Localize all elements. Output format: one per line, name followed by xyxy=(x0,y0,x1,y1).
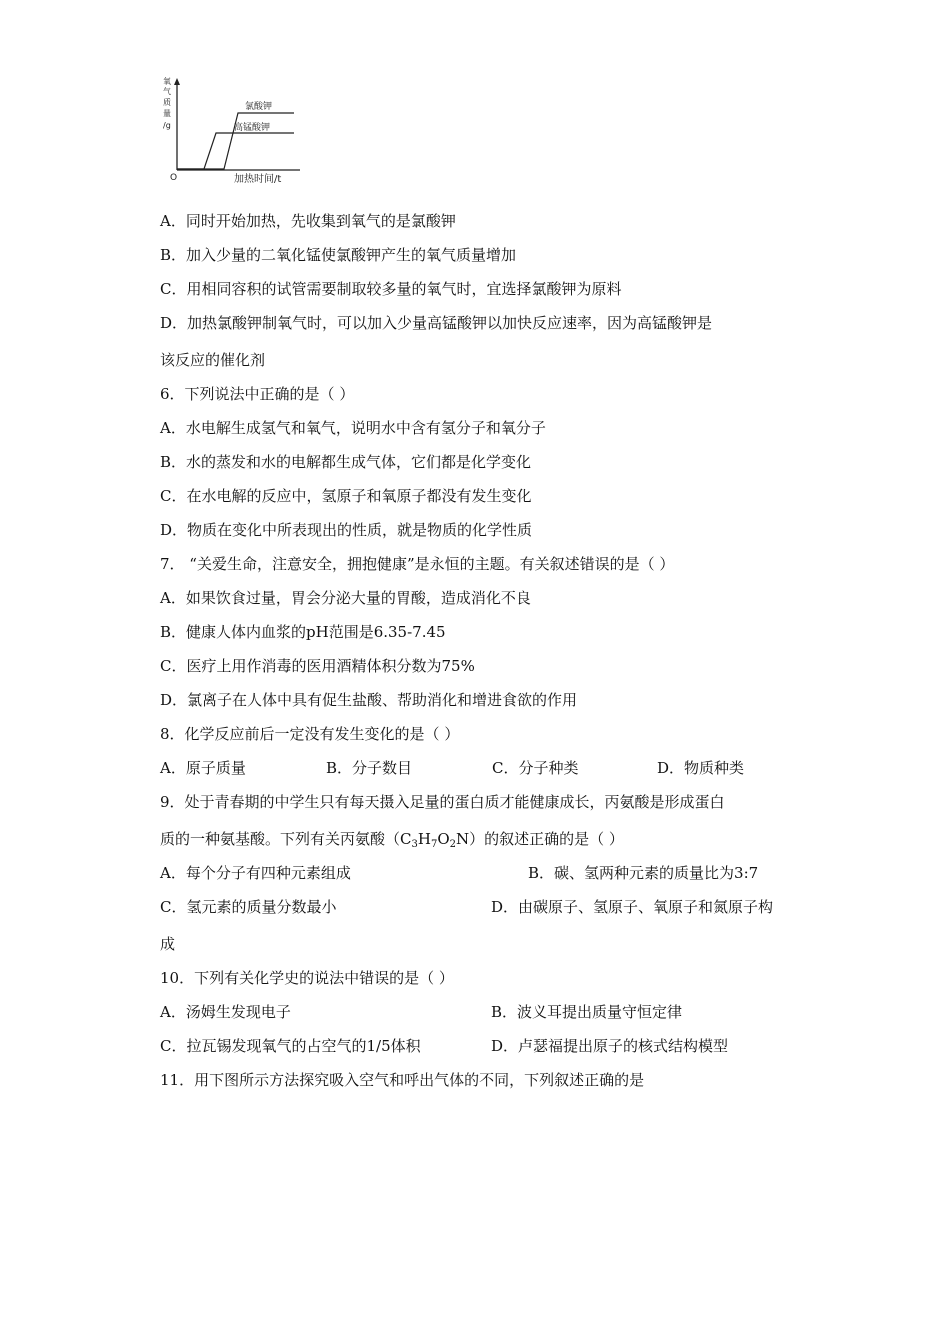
q6-option-d: D．物质在变化中所表现出的性质，就是物质的化学性质 xyxy=(160,521,533,539)
y-label-5: /g xyxy=(163,121,171,130)
formula-sub-c: 3 xyxy=(411,839,418,850)
q10-options-row2 xyxy=(160,1036,800,1056)
q5-option-d-line1: D．加热氯酸钾制氧气时，可以加入少量高锰酸钾以加快反应速率，因为高锰酸钾是 xyxy=(160,314,713,332)
q11-stem: 11．用下图所示方法探究吸入空气和呼出气体的不同，下列叙述正确的是 xyxy=(160,1071,645,1089)
q5-option-c: C．用相同容积的试管需要制取较多量的氧气时，宜选择氯酸钾为原料 xyxy=(160,280,622,298)
q10-option-d: D．卢瑟福提出原子的核式结构模型 xyxy=(491,1037,729,1055)
formula-sub-o: 2 xyxy=(449,839,457,850)
q10-option-b: B．波义耳提出质量守恒定律 xyxy=(491,1003,683,1021)
q7-option-b: B．健康人体内血浆的pH范围是6.35-7.45 xyxy=(160,623,446,641)
q9-option-d-line1: D．由碳原子、氢原子、氧原子和氮原子构 xyxy=(491,898,774,916)
q6-option-c: C．在水电解的反应中，氢原子和氧原子都没有发生变化 xyxy=(160,487,532,505)
formula-sub-h: 7 xyxy=(430,839,438,850)
q9-stem-line2 xyxy=(160,829,624,855)
y-label-1: 氧 xyxy=(163,77,171,86)
q7-option-c: C．医疗上用作消毒的医用酒精体积分数为75% xyxy=(160,657,475,675)
q9-option-d-line2: 成 xyxy=(160,935,176,953)
x-axis-label: 加热时间/t xyxy=(234,174,282,185)
oxygen-mass-graph xyxy=(150,70,310,190)
y-label-4: 量 xyxy=(163,109,171,118)
q6-option-a: A．水电解生成氢气和氧气，说明水中含有氢分子和氧分子 xyxy=(160,419,546,437)
q8-option-c: C．分子种类 xyxy=(492,759,579,777)
curve-upper-label: 氯酸钾 xyxy=(245,102,273,112)
q8-options-row xyxy=(160,758,840,778)
q10-option-a: A．汤姆生发现电子 xyxy=(160,1003,291,1021)
q6-stem: 6．下列说法中正确的是（ ） xyxy=(160,385,355,403)
q9-stem-text: 质的一种氨基酸。下列有关丙氨酸（C xyxy=(160,830,412,848)
formula-o: O xyxy=(437,830,450,848)
q9-option-b: B．碳、氢两种元素的质量比为3:7 xyxy=(528,864,759,882)
q9-stem-tail: N）的叙述正确的是（ ） xyxy=(456,830,624,848)
q9-stem-line1: 9．处于青春期的中学生只有每天摄入足量的蛋白质才能健康成长，丙氨酸是形成蛋白 xyxy=(160,793,725,811)
q9-options-row1 xyxy=(160,863,800,883)
q10-option-c: C．拉瓦锡发现氧气的占空气的1/5体积 xyxy=(160,1037,421,1055)
curve-upper xyxy=(177,113,294,169)
q9-option-c: C．氢元素的质量分数最小 xyxy=(160,898,337,916)
q8-stem: 8．化学反应前后一定没有发生变化的是（ ） xyxy=(160,725,460,743)
q8-option-d: D．物质种类 xyxy=(657,759,745,777)
y-label-2: 气 xyxy=(163,87,171,96)
q5-option-b: B．加入少量的二氧化锰使氯酸钾产生的氧气质量增加 xyxy=(160,246,517,264)
q7-option-d: D．氯离子在人体中具有促生盐酸、帮助消化和增进食欲的作用 xyxy=(160,691,578,709)
y-label-3: 质 xyxy=(163,98,171,107)
origin-label: O xyxy=(170,173,178,183)
q10-options-row1 xyxy=(160,1002,800,1022)
q6-option-b: B．水的蒸发和水的电解都生成气体，它们都是化学变化 xyxy=(160,453,532,471)
q5-option-a: A．同时开始加热，先收集到氧气的是氯酸钾 xyxy=(160,212,456,230)
curve-lower xyxy=(177,133,294,169)
y-axis-arrow xyxy=(174,78,180,85)
q10-stem: 10．下列有关化学史的说法中错误的是（ ） xyxy=(160,969,454,987)
q7-stem: 7． “关爱生命，注意安全，拥抱健康”是永恒的主题。有关叙述错误的是（ ） xyxy=(160,555,675,573)
q5-option-d-line2: 该反应的催化剂 xyxy=(160,351,266,369)
formula-h: H xyxy=(417,830,431,848)
q9-option-a: A．每个分子有四种元素组成 xyxy=(160,864,351,882)
curve-lower-label: 高锰酸钾 xyxy=(234,123,271,133)
q8-option-a: A．原子质量 xyxy=(160,759,246,777)
q9-options-row2 xyxy=(160,897,800,917)
q7-option-a: A．如果饮食过量，胃会分泌大量的胃酸，造成消化不良 xyxy=(160,589,531,607)
q8-option-b: B．分子数目 xyxy=(326,759,413,777)
